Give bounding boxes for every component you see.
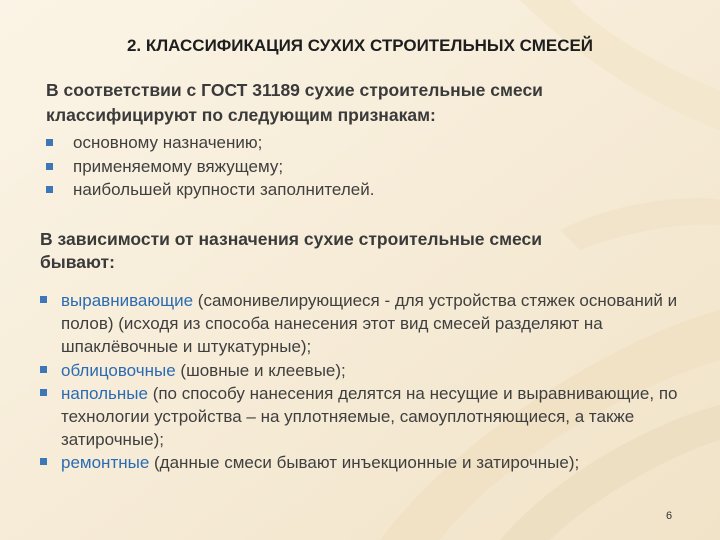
criteria-item-text: основному назначению; bbox=[73, 133, 263, 152]
type-description: (самонивелирующиеся - для устройства стяжек оснований и полов) (исходя из способа нанесения этот вид смесей разделяют на шпаклёвочные и штукатурные); bbox=[61, 291, 678, 357]
type-description: (по способу нанесения делятся на несущие и выравнивающие, по технологии устройства – на уплотняемые, самоуплотняющиеся, а также затирочные); bbox=[61, 383, 678, 450]
type-term: напольные bbox=[61, 383, 148, 403]
criteria-item-text: применяемому вяжущему; bbox=[73, 156, 284, 176]
criteria-item-text: наибольшей крупности заполнителей. bbox=[73, 180, 375, 199]
intro-paragraph bbox=[46, 78, 686, 128]
square-bullet-icon bbox=[46, 163, 53, 170]
paragraph-line: бывают: bbox=[40, 252, 115, 272]
square-bullet-icon bbox=[40, 389, 47, 396]
square-bullet-icon bbox=[40, 366, 47, 373]
intro-line: В соответствии с ГОСТ 31189 сухие строительные смеси bbox=[46, 80, 543, 100]
list-item bbox=[40, 382, 690, 452]
purpose-paragraph bbox=[40, 228, 680, 274]
list-item bbox=[40, 359, 690, 382]
criteria-list bbox=[46, 131, 686, 202]
square-bullet-icon bbox=[40, 296, 47, 303]
paragraph-line: В зависимости от назначения сухие строительные смеси bbox=[40, 229, 543, 249]
type-description: (данные смеси бывают инъекционные и затирочные); bbox=[149, 453, 580, 473]
square-bullet-icon bbox=[46, 186, 53, 193]
list-item bbox=[46, 155, 686, 179]
list-item bbox=[46, 178, 686, 202]
list-item bbox=[46, 131, 686, 155]
square-bullet-icon bbox=[40, 458, 47, 465]
slide-title: 2. КЛАССИФИКАЦИЯ СУХИХ СТРОИТЕЛЬНЫХ СМЕСЕЙ bbox=[126, 36, 594, 55]
type-description: (шовные и клеевые); bbox=[175, 360, 346, 380]
list-item bbox=[40, 451, 690, 474]
square-bullet-icon bbox=[46, 139, 53, 146]
mix-types-list bbox=[40, 289, 690, 475]
intro-line: классифицируют по следующим признакам: bbox=[46, 105, 436, 125]
type-term: выравнивающие bbox=[61, 291, 194, 310]
page-number: 6 bbox=[666, 510, 673, 522]
type-term: ремонтные bbox=[61, 453, 150, 473]
list-item bbox=[40, 289, 690, 359]
type-term: облицовочные bbox=[61, 360, 176, 380]
